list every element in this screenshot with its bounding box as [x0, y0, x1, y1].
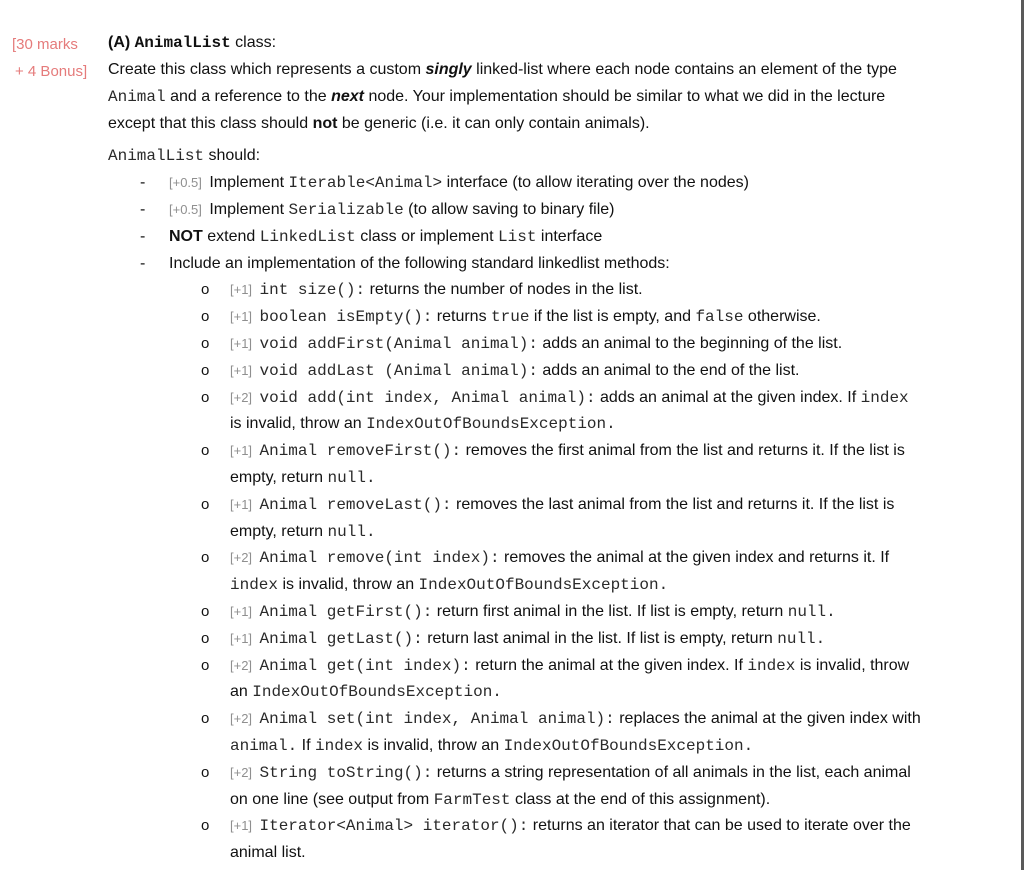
- method-description: otherwise.: [747, 308, 821, 326]
- points-mark: [+1]: [230, 496, 253, 512]
- method-set: [108, 706, 924, 760]
- method-description: is invalid, throw an: [230, 415, 362, 433]
- intro-code-animal: Animal: [108, 87, 166, 106]
- method-description: removes the last animal from the list and returns it. If the list is empty, return: [230, 495, 895, 540]
- circle-bullet: o: [201, 763, 210, 781]
- method-getlast: [108, 626, 924, 653]
- method-signature: Animal get(int index):: [259, 656, 471, 675]
- circle-bullet: o: [201, 817, 210, 835]
- points-mark: [+1]: [230, 603, 253, 619]
- inline-code: index: [315, 736, 364, 755]
- method-description: if the list is empty, and: [533, 308, 691, 326]
- method-description: If: [301, 736, 311, 754]
- method-signature: Animal getFirst():: [259, 602, 433, 621]
- dash-bullet: -: [140, 254, 146, 272]
- points-mark: [+0.5]: [169, 175, 202, 191]
- points-mark: [+2]: [230, 657, 253, 673]
- method-signature: Animal removeLast():: [259, 495, 452, 514]
- heading-prefix: (A): [108, 34, 131, 51]
- circle-bullet: o: [201, 549, 210, 567]
- method-get: [108, 653, 924, 707]
- inline-code: animal.: [230, 736, 298, 755]
- method-signature: int size():: [259, 281, 366, 300]
- points-mark: [+2]: [230, 764, 253, 780]
- points-mark: [+2]: [230, 711, 253, 727]
- list-item: [108, 224, 924, 251]
- method-description: return last animal in the list. If list is empty, return: [427, 629, 773, 647]
- points-mark: [+1]: [230, 335, 253, 351]
- list-item: [108, 170, 924, 197]
- method-description: class at the end of this assignment).: [514, 790, 771, 808]
- assignment-section: [108, 30, 924, 867]
- section-heading: [108, 30, 924, 57]
- circle-bullet: o: [201, 308, 210, 326]
- item-code: Serializable: [288, 200, 404, 219]
- method-description: returns a string representation of all animals in the list, each animal on one line (see output from: [230, 763, 911, 808]
- method-size: [108, 277, 924, 304]
- item-code: Iterable<Animal>: [288, 174, 443, 193]
- method-description: return first animal in the list. If list is empty, return: [436, 602, 784, 620]
- points-mark: [+1]: [230, 282, 253, 298]
- inline-code: IndexOutOfBoundsException.: [366, 415, 616, 434]
- list-item: [108, 197, 924, 224]
- intro-text: linked-list where each node contains an element of the type: [476, 61, 897, 78]
- inline-code: true: [491, 308, 530, 327]
- circle-bullet: o: [201, 656, 210, 674]
- should-code: AnimalList: [108, 147, 205, 166]
- method-description: removes the animal at the given index and returns it. If: [504, 549, 890, 567]
- method-description: returns: [436, 308, 487, 326]
- item-bold: NOT: [169, 227, 203, 245]
- method-addfirst: [108, 331, 924, 358]
- inline-code: null.: [787, 602, 836, 621]
- method-description: adds an animal at the given index. If: [600, 388, 857, 406]
- circle-bullet: o: [201, 334, 210, 352]
- method-description: is invalid, throw an: [282, 576, 415, 594]
- circle-bullet: o: [201, 281, 210, 299]
- inline-code: index: [747, 656, 796, 675]
- inline-code: index: [860, 388, 909, 407]
- requirements-list: [108, 170, 924, 277]
- should-text: should:: [208, 147, 261, 165]
- method-remove: [108, 545, 924, 599]
- method-description: replaces the animal at the given index with: [619, 710, 921, 728]
- item-text: class or implement: [360, 227, 494, 245]
- dash-bullet: -: [140, 174, 146, 192]
- method-signature: Animal remove(int index):: [259, 549, 500, 568]
- method-description: is invalid, throw an: [230, 656, 910, 701]
- intro-text: be generic (i.e. it can only contain animals).: [341, 114, 650, 132]
- method-addlast: [108, 358, 924, 385]
- points-mark: [+1]: [230, 309, 253, 325]
- method-description: adds an animal to the end of the list.: [542, 361, 800, 379]
- method-description: adds an animal to the beginning of the list.: [542, 334, 843, 352]
- method-tostring: [108, 760, 924, 814]
- inline-code: IndexOutOfBoundsException.: [252, 683, 502, 702]
- points-mark: [+0.5]: [169, 201, 202, 217]
- circle-bullet: o: [201, 361, 210, 379]
- inline-code: false: [695, 308, 744, 327]
- method-signature: String toString():: [259, 763, 433, 782]
- intro-text: node. Your implementation should be similar to what we did in the lecture except that this class should: [108, 87, 886, 132]
- method-description: removes the first animal from the list and returns it. If the list is empty, return: [230, 442, 905, 486]
- circle-bullet: o: [201, 442, 210, 460]
- method-description: is invalid, throw an: [367, 736, 500, 754]
- heading-suffix: class:: [235, 34, 277, 51]
- method-description: returns an iterator that can be used to iterate over the animal list.: [230, 817, 911, 862]
- inline-code: null.: [327, 522, 376, 541]
- points-mark: [+2]: [230, 389, 253, 405]
- intro-text: Create this class which represents a custom: [108, 61, 422, 78]
- list-item: [108, 251, 924, 278]
- points-mark: [+2]: [230, 550, 253, 566]
- method-removefirst: [108, 438, 924, 492]
- circle-bullet: o: [201, 602, 210, 620]
- circle-bullet: o: [201, 388, 210, 406]
- should-line: [108, 143, 924, 170]
- item-text: Include an implementation of the following standard linkedlist methods:: [169, 254, 670, 272]
- item-text: (to allow saving to binary file): [408, 200, 615, 218]
- item-code: List: [498, 227, 537, 246]
- points-mark: [+1]: [230, 443, 253, 459]
- inline-code: null.: [327, 468, 376, 487]
- inline-code: null.: [777, 629, 826, 648]
- intro-paragraph: [108, 57, 924, 137]
- method-signature: Animal set(int index, Animal animal):: [259, 710, 615, 729]
- method-description: returns the number of nodes in the list.: [369, 281, 643, 299]
- method-signature: Animal removeFirst():: [259, 442, 462, 461]
- intro-text: and a reference to the: [170, 87, 327, 105]
- inline-code: index: [230, 576, 279, 595]
- method-signature: void addLast (Animal animal):: [259, 361, 538, 380]
- method-signature: Iterator<Animal> iterator():: [259, 817, 529, 836]
- marks-line: [30 marks: [12, 36, 78, 53]
- method-signature: boolean isEmpty():: [259, 308, 433, 327]
- method-iterator: [108, 813, 924, 867]
- points-mark: [+1]: [230, 362, 253, 378]
- method-signature: Animal getLast():: [259, 629, 423, 648]
- inline-code: IndexOutOfBoundsException.: [418, 576, 669, 595]
- item-text: interface: [540, 227, 603, 245]
- item-code: LinkedList: [259, 227, 356, 246]
- intro-emphasis-singly: singly: [425, 61, 472, 78]
- item-text: Implement: [209, 200, 285, 218]
- method-signature: void addFirst(Animal animal):: [259, 334, 538, 353]
- method-isempty: [108, 304, 924, 331]
- method-add: [108, 385, 924, 439]
- methods-list: [108, 277, 924, 867]
- inline-code: FarmTest: [433, 790, 511, 809]
- circle-bullet: o: [201, 710, 210, 728]
- circle-bullet: o: [201, 495, 210, 513]
- circle-bullet: o: [201, 629, 210, 647]
- method-removelast: [108, 492, 924, 546]
- intro-emphasis-not: not: [312, 114, 338, 132]
- item-text: extend: [207, 227, 256, 245]
- item-text: interface (to allow iterating over the nodes): [446, 174, 749, 192]
- heading-class-name: AnimalList: [134, 34, 231, 52]
- marks-annotation: [10, 31, 102, 85]
- points-mark: [+1]: [230, 630, 253, 646]
- dash-bullet: -: [140, 227, 146, 245]
- method-signature: void add(int index, Animal animal):: [259, 388, 596, 407]
- method-getfirst: [108, 599, 924, 626]
- bonus-line: + 4 Bonus]: [15, 63, 88, 80]
- item-text: Implement: [209, 174, 285, 192]
- method-description: return the animal at the given index. If: [475, 656, 743, 674]
- inline-code: IndexOutOfBoundsException.: [503, 736, 754, 755]
- dash-bullet: -: [140, 200, 146, 218]
- points-mark: [+1]: [230, 818, 253, 834]
- intro-emphasis-next: next: [331, 87, 364, 105]
